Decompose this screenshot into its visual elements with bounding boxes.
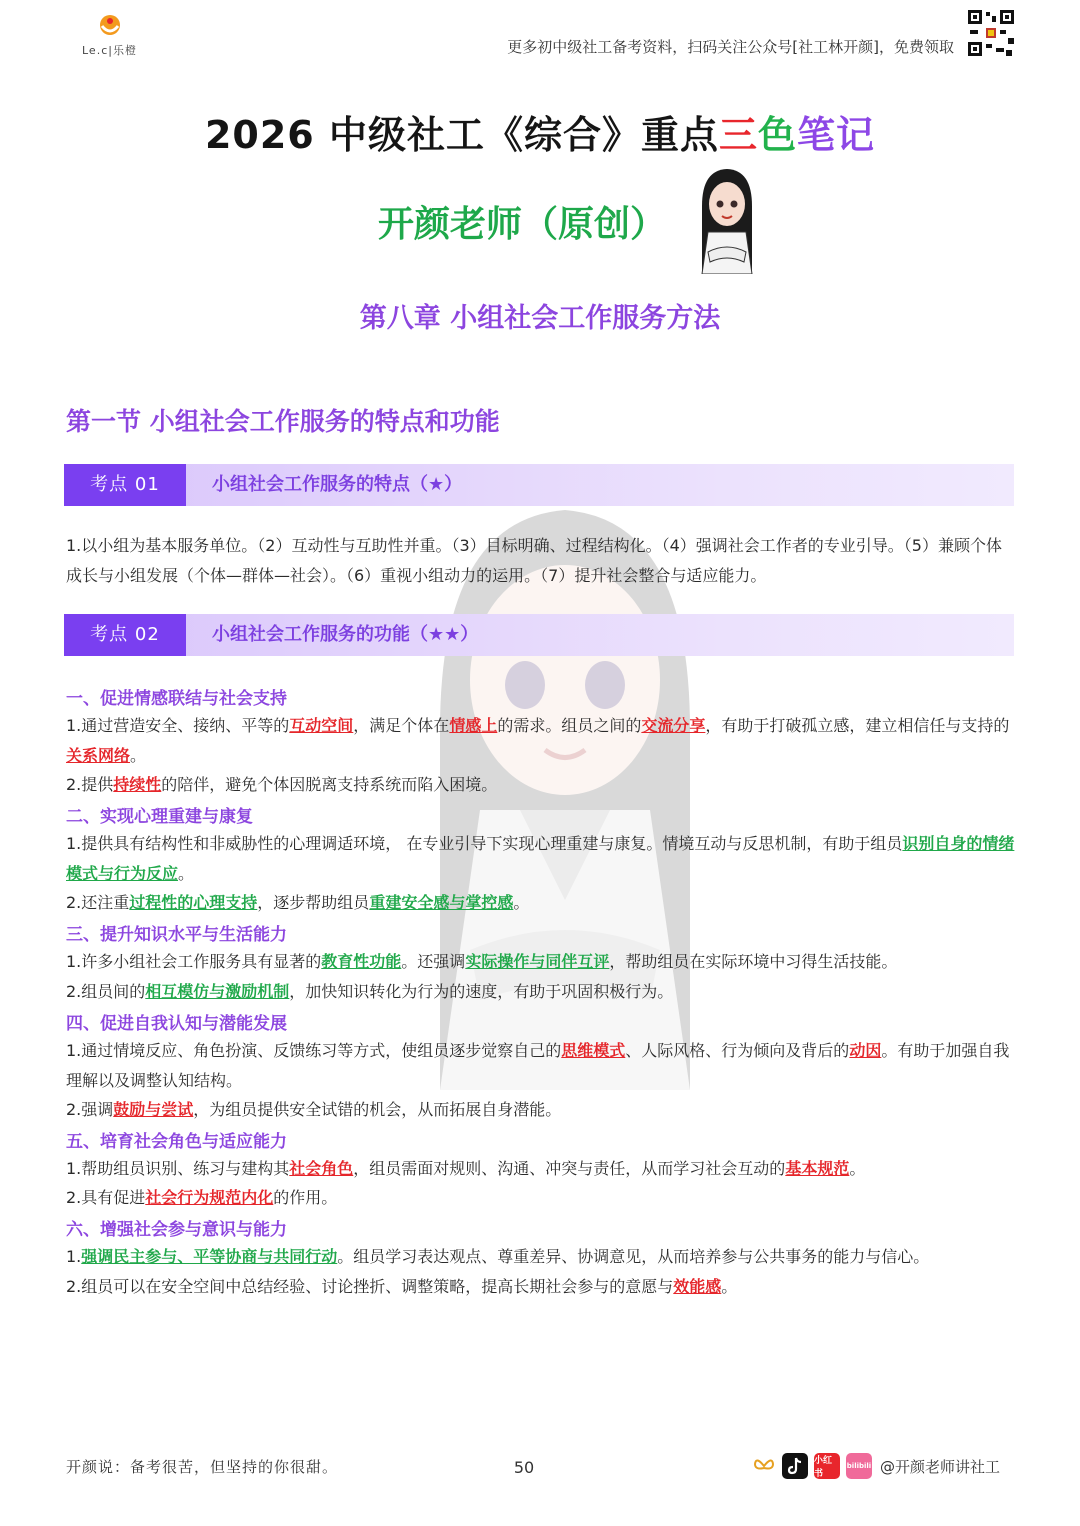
document-title [0,104,1080,159]
function-heading: 二、实现心理重建与康复 [66,807,253,827]
social-handle: @开颜老师讲社工 [880,1458,1001,1476]
function-item [66,977,1016,1007]
chapter-title: 第八章 小组社会工作服务方法 [359,303,721,334]
text-segment: 。 [513,893,530,912]
red-key-term: 持续性 [113,775,162,794]
function-item [66,888,1016,918]
function-heading: 三、提升知识水平与生活能力 [66,925,287,945]
footer-motto: 开颜说：备考很苦，但坚持的你很甜。 [66,1458,339,1476]
green-key-term: 重建安全感与掌控感 [369,893,514,912]
text-segment: 、人际风格、行为倾向及背后的 [625,1041,850,1060]
kaodian-01-bar [64,464,1014,506]
red-key-term: 社会行为规范内化 [145,1188,274,1207]
teacher-avatar [694,166,760,274]
function-item [66,1154,1016,1184]
red-key-term: 动因 [849,1041,882,1060]
text-segment: 2.还注重 [66,893,130,912]
function-heading: 五、培育社会角色与适应能力 [66,1132,287,1152]
green-key-term: 相互模仿与激励机制 [145,982,290,1001]
green-key-term: 过程性的心理支持 [129,893,258,912]
text-segment: ，加快知识转化为行为的速度，有助于巩固积极行为。 [289,982,674,1001]
butterfly-icon[interactable] [752,1454,776,1478]
text-segment: 。 [849,1159,866,1178]
function-item [66,1183,1016,1213]
text-segment: 2.强调 [66,1100,114,1119]
function-heading: 四、促进自我认知与潜能发展 [66,1014,287,1034]
text-segment: 1.通过营造安全、接纳、平等的 [66,716,290,735]
green-key-term: 强调民主参与、平等协商与共同行动 [81,1247,338,1266]
green-key-term: 识别自身的情绪模式与行为反应 [66,834,1015,883]
text-segment: ，组员需面对规则、沟通、冲突与责任，从而学习社会互动的 [353,1159,786,1178]
function-item [66,829,1016,888]
kaodian-01-title: 小组社会工作服务的特点（★） [212,474,463,495]
function-heading: 六、增强社会参与意识与能力 [66,1220,287,1240]
text-segment: 1. [66,1247,82,1266]
text-segment: 2.提供 [66,775,114,794]
xiaohongshu-icon[interactable]: 小红书 [814,1453,840,1479]
red-key-term: 交流分享 [641,716,706,735]
text-segment: 。还强调 [401,952,466,971]
function-item [66,770,1016,800]
red-key-term: 社会角色 [289,1159,354,1178]
text-segment: 。有助于加强自我理解以及调整认知结构。 [66,1041,1010,1090]
title-part1: 2026 中级社工《综合》重点 [204,113,719,157]
text-segment: 1.许多小组社会工作服务具有显著的 [66,952,322,971]
function-item [66,1036,1016,1095]
section-title: 第一节 小组社会工作服务的特点和功能 [66,407,500,436]
qr-code-icon[interactable] [966,8,1016,58]
red-key-term: 情感上 [449,716,498,735]
text-segment: 2.组员可以在安全空间中总结经验、讨论挫折、调整策略，提高长期社会参与的意愿与 [66,1277,674,1296]
green-key-term: 实际操作与同伴互评 [465,952,610,971]
title-part-green: 色 [757,113,797,157]
lecheng-logo [76,12,166,58]
red-key-term: 鼓励与尝试 [113,1100,194,1119]
red-key-term: 效能感 [673,1277,722,1296]
text-segment: 1.提供具有结构性和非威胁性的心理调适环境， 在专业引导下实现心理重建与康复。情境互动与反思机制，有助于组员 [66,834,903,853]
kaodian-01-text: 1.以小组为基本服务单位。（2）互动性与互助性并重。（3）目标明确、过程结构化。（4）强调社会工作者的专业引导。（5）兼顾个体成长与小组发展（个体—群体—社会）。（6）重视小组动力的运用。（7）提升社会整合与适应能力。 [66,536,1002,585]
text-segment: ，帮助组员在实际环境中习得生活技能。 [609,952,898,971]
text-segment: 的作用。 [273,1188,338,1207]
text-segment: 。组员学习表达观点、尊重差异、协调意见，从而培养参与公共事务的能力与信心。 [337,1247,930,1266]
text-segment: 1.通过情境反应、角色扮演、反馈练习等方式，使组员逐步觉察自己的 [66,1041,562,1060]
logo-text: Le.c|乐橙 [82,44,137,57]
text-segment: 的需求。组员之间的 [497,716,642,735]
kaodian-02-tag: 考点 02 [64,614,186,656]
text-segment: 。 [721,1277,738,1296]
social-icons [752,1452,872,1480]
text-segment: 2.具有促进 [66,1188,146,1207]
douyin-icon[interactable] [782,1453,808,1479]
kaodian-02-bar [64,614,1014,656]
text-segment: 的陪伴，避免个体因脱离支持系统而陷入困境。 [161,775,498,794]
sun-icon [76,12,166,42]
text-segment: ，逐步帮助组员 [257,893,370,912]
red-key-term: 基本规范 [785,1159,850,1178]
title-part-purple: 笔记 [797,113,876,157]
page-number: 50 [513,1458,535,1477]
text-segment: 2.组员间的 [66,982,146,1001]
red-key-term: 思维模式 [561,1041,626,1060]
function-item [66,947,1016,977]
green-key-term: 教育性功能 [321,952,402,971]
text-segment: ，为组员提供安全试错的机会，从而拓展自身潜能。 [193,1100,562,1119]
text-segment: 。 [130,745,147,765]
red-key-term: 互动空间 [289,716,354,735]
red-key-term: 关系网络 [66,745,131,765]
text-segment: ，满足个体在 [353,716,450,735]
text-segment: ，有助于打破孤立感，建立相信任与支持的 [705,716,1010,735]
text-segment: 1.帮助组员识别、练习与建构其 [66,1159,290,1178]
kaodian-02-title: 小组社会工作服务的功能（★★） [212,624,479,645]
function-item [66,1242,1016,1272]
bilibili-icon[interactable]: bilibili [846,1453,872,1479]
title-part-red: 三 [718,113,758,157]
function-item [66,711,1016,770]
header-note: 更多初中级社工备考资料，扫码关注公众号[社工林开颜]，免费领取 [507,38,954,56]
function-item [66,1272,1016,1302]
function-item [66,1095,1016,1125]
author-title: 开颜老师（原创） [378,204,667,245]
text-segment: 。 [178,863,195,883]
function-heading: 一、促进情感联结与社会支持 [66,689,287,709]
kaodian-01-tag: 考点 01 [64,464,186,506]
